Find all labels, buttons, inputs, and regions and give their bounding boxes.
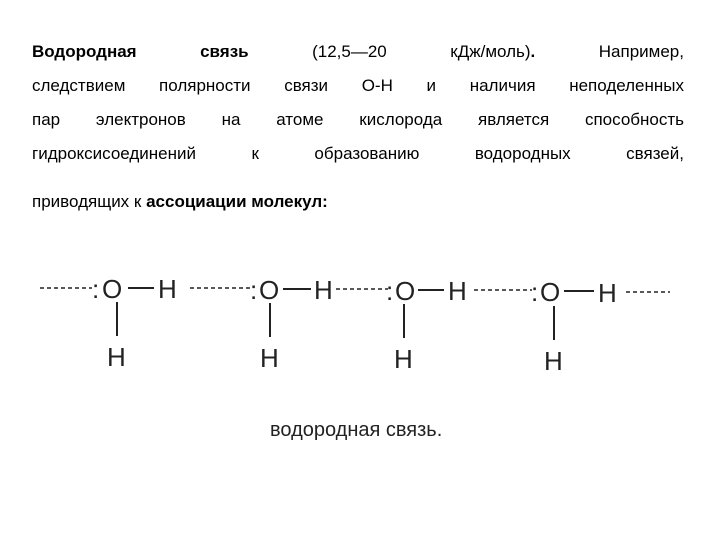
hydrogen-atom: H — [314, 275, 333, 305]
lone-pair-colon: : — [250, 275, 258, 305]
line-5-text: приводящих к — [32, 192, 147, 211]
lone-pair-colon: : — [531, 277, 539, 307]
bond-energy: (12,5—20 кДж/моль) — [312, 42, 531, 61]
oxygen-atom: O — [259, 275, 280, 305]
hydrogen-atom: H — [394, 344, 413, 374]
oxygen-atom: O — [102, 274, 123, 304]
energy-period: . — [530, 42, 536, 61]
paragraph-line-2: следствием полярности связи О-Н и наличия неподеленных — [32, 76, 684, 95]
paragraph-line-3: пар электронов на атоме кислорода является способность — [32, 110, 684, 129]
hydrogen-atom: H — [448, 276, 467, 306]
lone-pair-colon: : — [386, 276, 394, 306]
lone-pair-colon: : — [92, 274, 100, 304]
diagram-caption: водородная связь. — [270, 419, 443, 441]
bond-lines — [40, 288, 670, 340]
hydrogen-atom: H — [544, 346, 563, 376]
association-term: ассоциации молекул: — [146, 192, 328, 211]
hydrogen-atom: H — [260, 343, 279, 373]
term-hydrogen-bond: Водородная связь — [32, 42, 249, 61]
paragraph-line-4: гидроксисоединений к образованию водородных связей, — [32, 144, 684, 163]
example-word: Например, — [598, 42, 684, 61]
hydrogen-atom: H — [598, 278, 617, 308]
oxygen-atom: O — [540, 277, 561, 307]
oxygen-atom: O — [395, 276, 416, 306]
atoms — [92, 274, 617, 376]
hydrogen-atom: H — [158, 274, 177, 304]
hydrogen-atom: H — [107, 342, 126, 372]
